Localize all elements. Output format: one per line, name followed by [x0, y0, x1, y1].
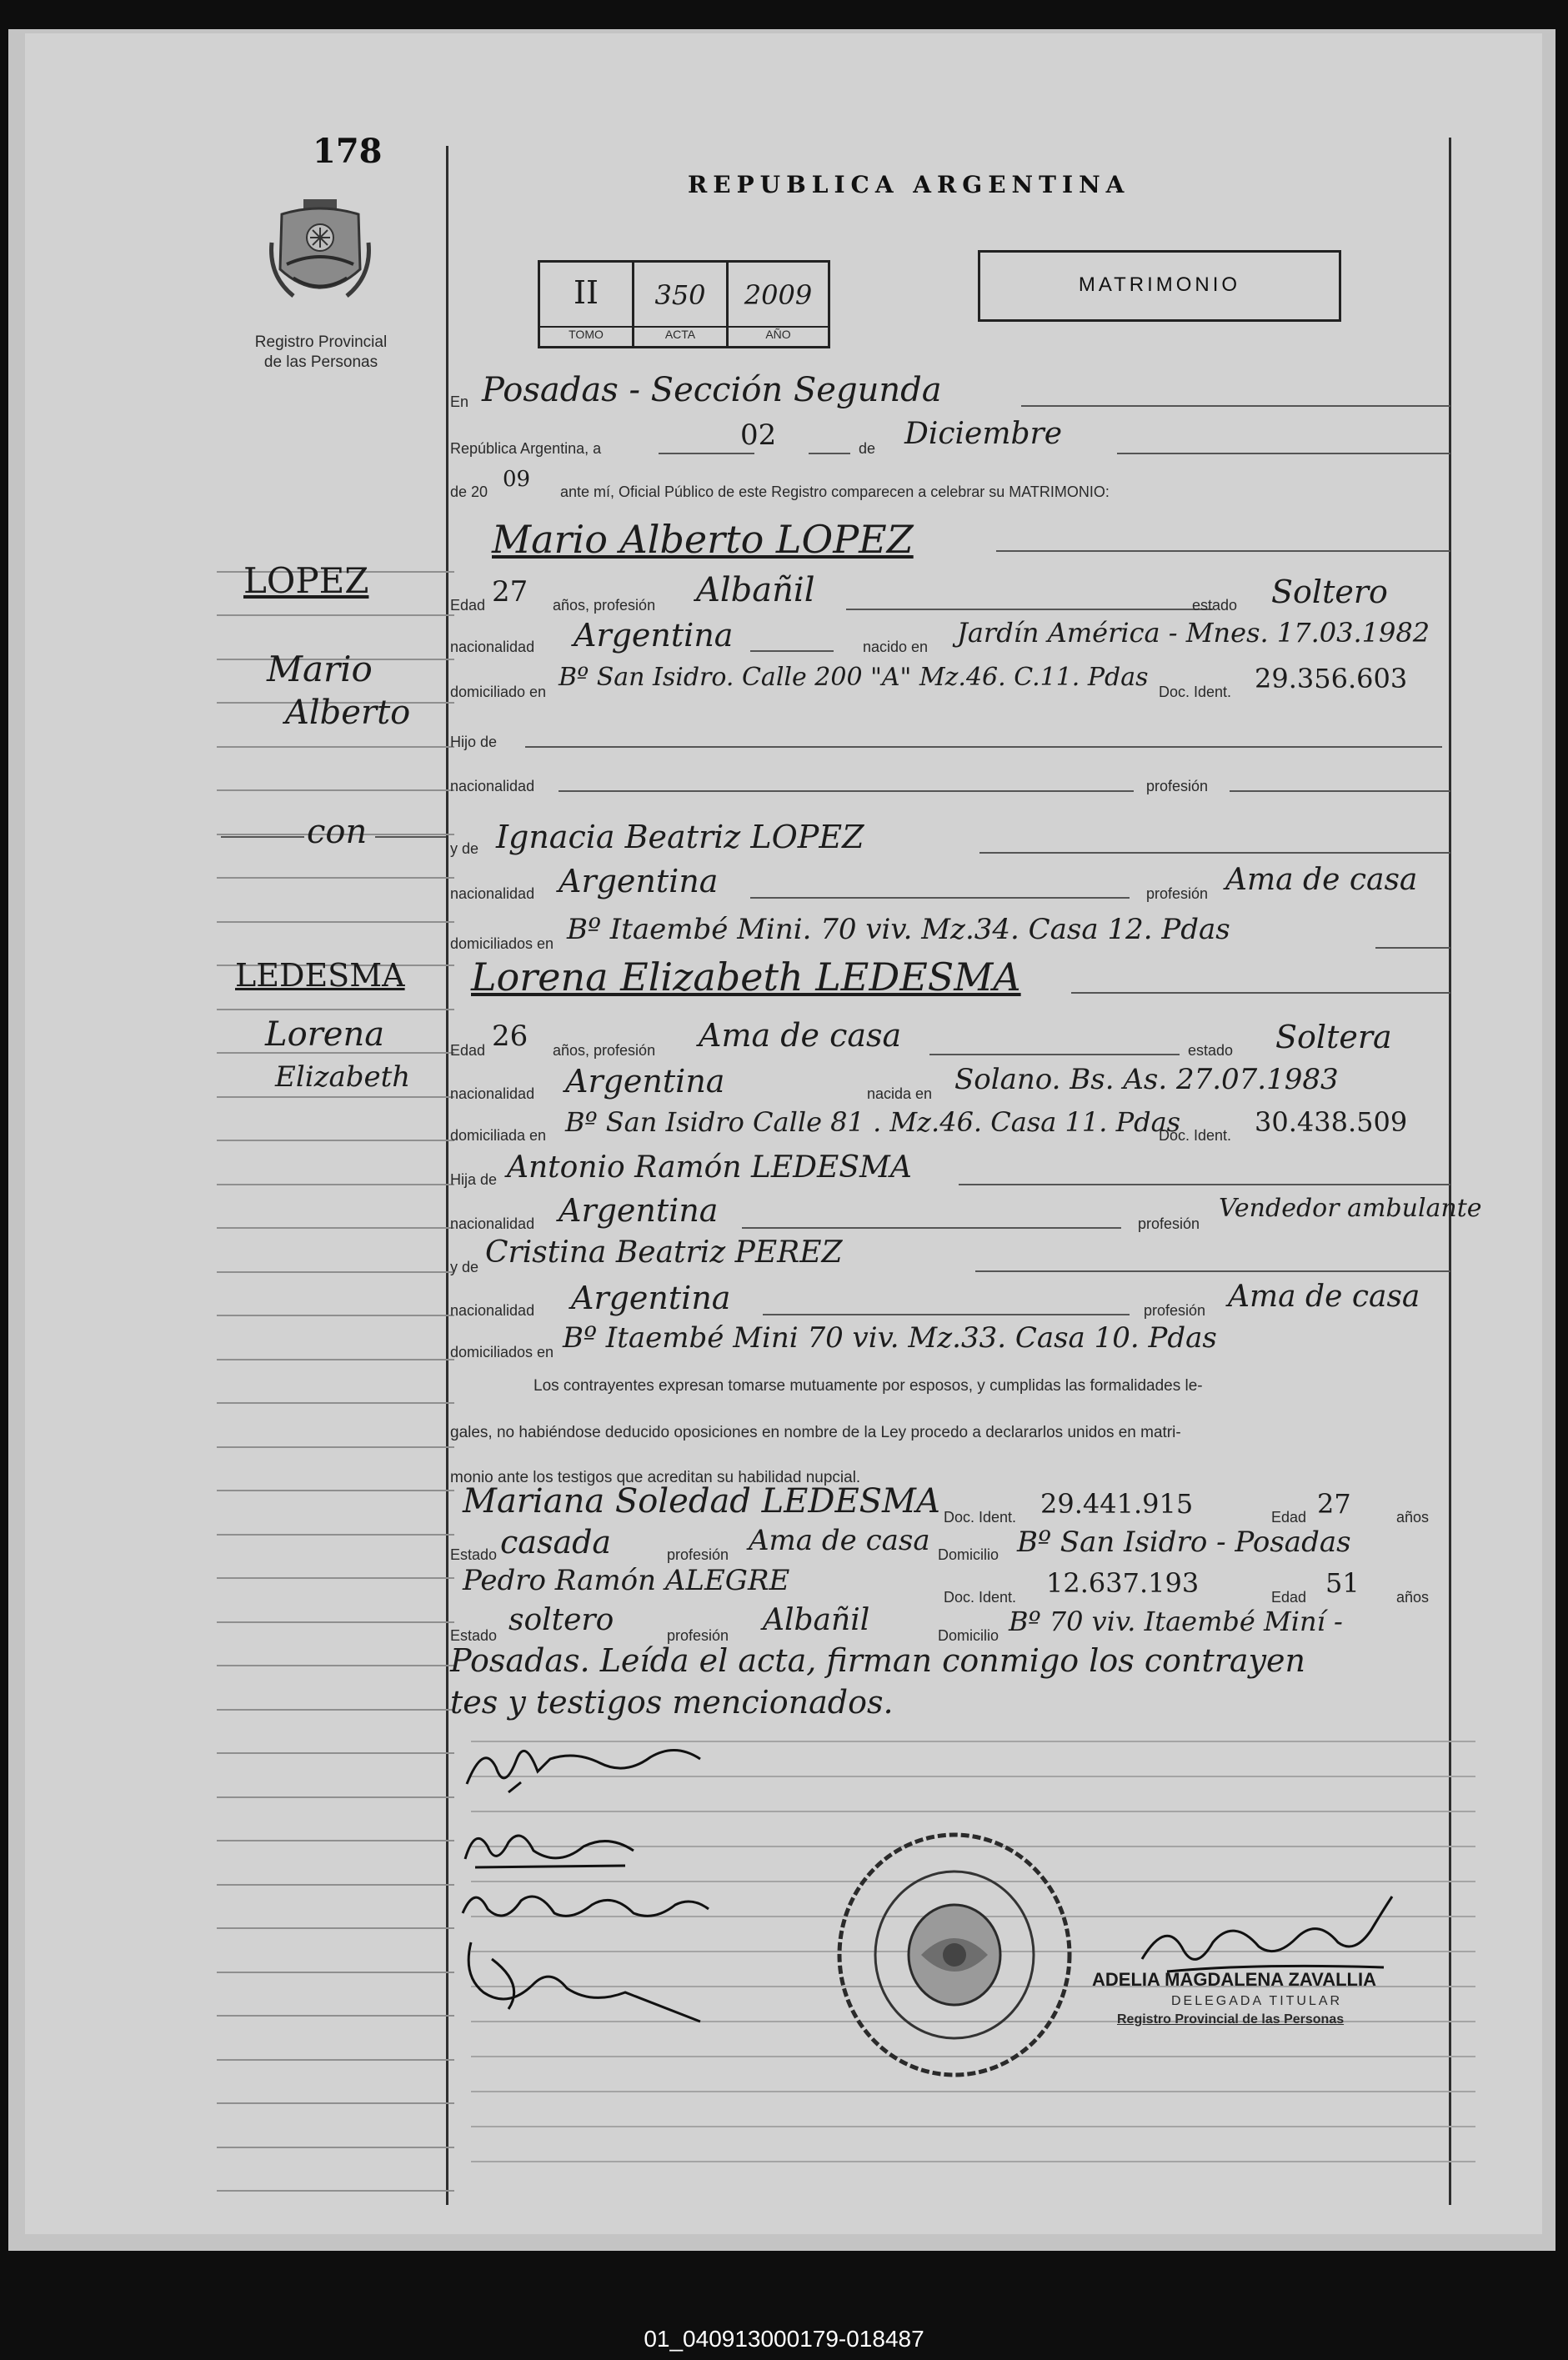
entry-groom-name: Mario Alberto LOPEZ — [492, 517, 914, 562]
label-estado: Estado — [450, 1546, 498, 1563]
margin-line — [217, 1184, 454, 1185]
entry-bride-domicilio: Bº San Isidro Calle 81 . Mz.46. Casa 11. Pdas — [565, 1106, 1181, 1138]
label-nacionalidad: nacionalidad — [450, 639, 535, 655]
margin-line — [217, 1402, 454, 1404]
civil-registry-page — [25, 33, 1542, 2234]
ruled-line — [471, 1811, 1475, 1812]
fill-line — [525, 746, 1442, 748]
fill-line — [659, 453, 754, 454]
label-de-ano: de 20 — [450, 484, 488, 500]
label-edad: Edad — [450, 597, 486, 614]
entry-bride-mother-nac: Argentina — [571, 1280, 731, 1316]
margin-line — [217, 1665, 454, 1666]
page-number: 178 — [313, 132, 383, 171]
label-domiciliada-en: domiciliada en — [450, 1127, 547, 1144]
label-republica: República Argentina, a — [450, 440, 602, 457]
label-profesion: profesión — [667, 1546, 729, 1563]
fill-line — [763, 1314, 1130, 1315]
entry-witness2-doc: 12.637.193 — [1046, 1567, 1200, 1599]
margin-line — [217, 1884, 454, 1886]
fill-line — [750, 650, 834, 652]
right-border — [1449, 138, 1451, 2205]
legal-text-line2: gales, no habiéndose deducido oposiciones en nombre de la Ley procedo a declararlos unidos en matri- — [450, 1424, 1181, 1441]
margin-line — [217, 2147, 454, 2148]
label-en: En — [450, 393, 469, 410]
entry-witness2-estado: soltero — [508, 1603, 614, 1637]
fill-line — [1071, 992, 1450, 994]
entry-bride-doc: 30.438.509 — [1255, 1106, 1408, 1138]
margin-line — [217, 1534, 454, 1536]
margin-line — [217, 1972, 454, 1973]
signature-witness2 — [458, 1926, 709, 2034]
fill-line — [975, 1270, 1450, 1272]
margin-line — [217, 1009, 454, 1010]
margin-line — [217, 2059, 454, 2061]
label-nacido-en: nacido en — [863, 639, 929, 655]
fill-line — [996, 550, 1450, 552]
entry-bride-mother-prof: Ama de casa — [1228, 1280, 1420, 1314]
label-doc-ident: Doc. Ident. — [944, 1509, 1017, 1526]
entry-groom-estado: Soltero — [1271, 574, 1388, 610]
entry-witness2-name: Pedro Ramón ALEGRE — [463, 1564, 790, 1597]
label-doc-ident: Doc. Ident. — [1159, 1127, 1232, 1144]
margin-line — [217, 1709, 454, 1711]
entry-witness1-profesion: Ama de casa — [749, 1524, 930, 1557]
margin-line — [217, 1227, 454, 1229]
fill-line — [750, 897, 1130, 899]
entry-groom-mother-prof: Ama de casa — [1225, 863, 1418, 897]
entry-witness1-edad: 27 — [1317, 1488, 1351, 1520]
label-de: de — [859, 440, 876, 457]
document-type: MATRIMONIO — [1078, 273, 1241, 296]
entry-ano-suffix: 09 — [503, 467, 531, 492]
scan-identifier: 01_040913000179-018487 — [644, 2326, 924, 2352]
entry-witness1-estado: casada — [500, 1524, 612, 1561]
entry-groom-nacionalidad: Argentina — [574, 617, 734, 654]
label-edad: Edad — [450, 1042, 486, 1059]
entry-groom-edad: 27 — [492, 575, 529, 609]
label-domiciliados-en: domiciliados en — [450, 935, 554, 952]
entry-witness2-profesion: Albañil — [763, 1603, 870, 1637]
margin-line — [217, 1840, 454, 1841]
provincial-coat-of-arms-icon — [268, 196, 373, 313]
margin-line — [217, 1621, 454, 1623]
acta-cell — [634, 263, 729, 346]
margin-line — [217, 789, 454, 791]
entry-groom-mother-nac: Argentina — [559, 863, 719, 899]
margin-bride-name2: Elizabeth — [275, 1060, 411, 1094]
margin-line — [217, 746, 454, 748]
label-anos-profesion: años, profesión — [553, 597, 656, 614]
legal-text-line3: monio ante los testigos que acreditan su habilidad nupcial. — [450, 1469, 861, 1486]
label-profesion: profesión — [1138, 1215, 1200, 1232]
official-agency: Registro Provincial de las Personas — [1117, 2012, 1345, 2027]
margin-con: con — [307, 813, 368, 851]
label-domiciliados-en: domiciliados en — [450, 1344, 554, 1360]
closing-line1: Posadas. Leída el acta, firman conmigo los contrayen — [450, 1642, 1305, 1679]
entry-bride-nacionalidad: Argentina — [565, 1063, 725, 1100]
signature-bride — [458, 1817, 659, 1876]
label-doc-ident: Doc. Ident. — [1159, 684, 1232, 700]
label-estado: estado — [1192, 597, 1238, 614]
entry-groom-mother: Ignacia Beatriz LOPEZ — [496, 819, 864, 855]
label-domicilio: Domicilio — [938, 1546, 999, 1563]
fill-line — [1375, 947, 1450, 949]
margin-line — [217, 1096, 454, 1098]
signature-groom — [458, 1734, 725, 1801]
margin-line — [217, 921, 454, 923]
fill-line — [929, 1054, 1180, 1055]
margin-line — [217, 1796, 454, 1798]
entry-dia: 02 — [740, 418, 777, 452]
entry-groom-profesion: Albañil — [696, 571, 815, 609]
entry-bride-nacida: Solano. Bs. As. 27.07.1983 — [954, 1063, 1339, 1096]
label-profesion: profesión — [1146, 778, 1209, 794]
fill-line — [959, 1184, 1450, 1185]
tomo-label: TOMO — [540, 326, 632, 341]
entry-bride-estado: Soltera — [1275, 1019, 1392, 1055]
label-ante-mi: ante mí, Oficial Público de este Registro comparecen a celebrar su MATRIMONIO: — [560, 484, 1110, 500]
label-doc-ident: Doc. Ident. — [944, 1589, 1017, 1606]
fill-line — [1021, 405, 1450, 407]
fill-line — [1117, 453, 1450, 454]
label-edad: Edad — [1271, 1589, 1307, 1606]
label-anos: años — [1396, 1509, 1430, 1526]
label-estado: estado — [1188, 1042, 1234, 1059]
label-profesion: profesión — [1146, 885, 1209, 902]
margin-line — [217, 1752, 454, 1754]
margin-line — [217, 614, 454, 616]
margin-line — [217, 1927, 454, 1929]
entry-witness1-name: Mariana Soledad LEDESMA — [463, 1482, 940, 1521]
entry-bride-father-nac: Argentina — [559, 1192, 719, 1229]
ano-value: 2009 — [744, 279, 813, 311]
document-type-box — [978, 250, 1341, 322]
entry-groom-nacido: Jardín América - Mnes. 17.03.1982 — [957, 617, 1430, 649]
ano-cell — [729, 263, 828, 346]
entry-bride-father: Antonio Ramón LEDESMA — [507, 1150, 912, 1185]
legal-text-line1: Los contrayentes expresan tomarse mutuamente por esposos, y cumplidas las formalidades le- — [534, 1377, 1203, 1395]
entry-witness2-domicilio: Bº 70 viv. Itaembé Miní - — [1009, 1606, 1343, 1637]
margin-line — [217, 1490, 454, 1491]
label-edad: Edad — [1271, 1509, 1307, 1526]
margin-line — [217, 2102, 454, 2104]
entry-groom-domicilio: Bº San Isidro. Calle 200 "A" Mz.46. C.11. Pdas — [559, 663, 1149, 692]
label-y-de: y de — [450, 840, 479, 857]
margin-line — [217, 2190, 454, 2192]
entry-groom-parents-dom: Bº Itaembé Mini. 70 viv. Mz.34. Casa 12. Pdas — [567, 913, 1230, 946]
label-nacionalidad: nacionalidad — [450, 1215, 535, 1232]
margin-groom-name1: Mario — [267, 649, 373, 689]
entry-bride-parents-dom: Bº Itaembé Mini 70 viv. Mz.33. Casa 10. Pdas — [563, 1321, 1217, 1355]
fill-line — [809, 453, 850, 454]
margin-line — [217, 877, 454, 879]
label-profesion: profesión — [667, 1627, 729, 1644]
fill-line — [742, 1227, 1121, 1229]
agency-name-line1: Registro Provincial — [254, 333, 388, 351]
label-domicilio: Domicilio — [938, 1627, 999, 1644]
tomo-value: II — [573, 274, 599, 311]
margin-divider — [446, 146, 448, 2205]
margin-line — [217, 1446, 454, 1448]
margin-dash — [221, 836, 304, 838]
label-anos: años — [1396, 1589, 1430, 1606]
margin-line — [217, 1359, 454, 1360]
entry-bride-father-prof: Vendedor ambulante — [1219, 1194, 1482, 1223]
ano-label: AÑO — [729, 326, 828, 341]
entry-lugar: Posadas - Sección Segunda — [482, 371, 942, 409]
margin-line — [217, 1577, 454, 1579]
label-nacionalidad: nacionalidad — [450, 1302, 535, 1319]
entry-bride-profesion: Ama de casa — [699, 1017, 902, 1054]
margin-line — [217, 1140, 454, 1141]
margin-line — [217, 1315, 454, 1316]
margin-groom-name2: Alberto — [285, 694, 411, 732]
official-round-stamp-icon — [829, 1830, 1080, 2080]
official-name: ADELIA MAGDALENA ZAVALLIA — [1092, 1969, 1376, 1990]
acta-value: 350 — [654, 279, 706, 311]
label-hija-de: Hija de — [450, 1171, 498, 1188]
fill-line — [559, 790, 1134, 792]
official-title: DELEGADA TITULAR — [1171, 1994, 1343, 2008]
margin-dash — [375, 836, 446, 838]
fill-line — [979, 852, 1450, 854]
entry-bride-mother: Cristina Beatriz PEREZ — [485, 1235, 843, 1270]
entry-witness2-edad: 51 — [1325, 1567, 1360, 1599]
margin-line — [217, 1271, 454, 1273]
label-nacionalidad: nacionalidad — [450, 885, 535, 902]
label-estado: Estado — [450, 1627, 498, 1644]
closing-line2: tes y testigos mencionados. — [450, 1684, 894, 1721]
ruled-line — [471, 2091, 1475, 2092]
label-anos-profesion: años, profesión — [553, 1042, 656, 1059]
ruled-line — [471, 2126, 1475, 2127]
agency-name-line2: de las Personas — [263, 353, 378, 371]
label-domiciliado-en: domiciliado en — [450, 684, 547, 700]
tomo-cell — [540, 263, 634, 346]
country-title: REPUBLICA ARGENTINA — [688, 171, 1130, 198]
margin-bride-name1: Lorena — [265, 1015, 385, 1054]
entry-groom-doc: 29.356.603 — [1255, 663, 1408, 694]
label-nacionalidad: nacionalidad — [450, 1085, 535, 1102]
entry-bride-name: Lorena Elizabeth LEDESMA — [471, 955, 1021, 1000]
label-y-de: y de — [450, 1259, 479, 1275]
label-nacionalidad: nacionalidad — [450, 778, 535, 794]
fill-line — [1230, 790, 1450, 792]
fill-line — [846, 609, 1213, 610]
entry-bride-edad: 26 — [492, 1020, 529, 1053]
entry-witness1-doc: 29.441.915 — [1040, 1488, 1194, 1520]
label-hijo-de: Hijo de — [450, 734, 498, 750]
ruled-line — [471, 2161, 1475, 2162]
margin-groom-surname: LOPEZ — [243, 560, 369, 601]
label-profesion: profesión — [1144, 1302, 1206, 1319]
entry-witness1-domicilio: Bº San Isidro - Posadas — [1017, 1526, 1351, 1559]
label-nacida-en: nacida en — [867, 1085, 933, 1102]
margin-bride-surname: LEDESMA — [235, 957, 405, 994]
margin-line — [217, 2015, 454, 2017]
entry-mes: Diciembre — [904, 417, 1063, 451]
acta-label: ACTA — [634, 326, 726, 341]
registry-box — [538, 260, 830, 348]
